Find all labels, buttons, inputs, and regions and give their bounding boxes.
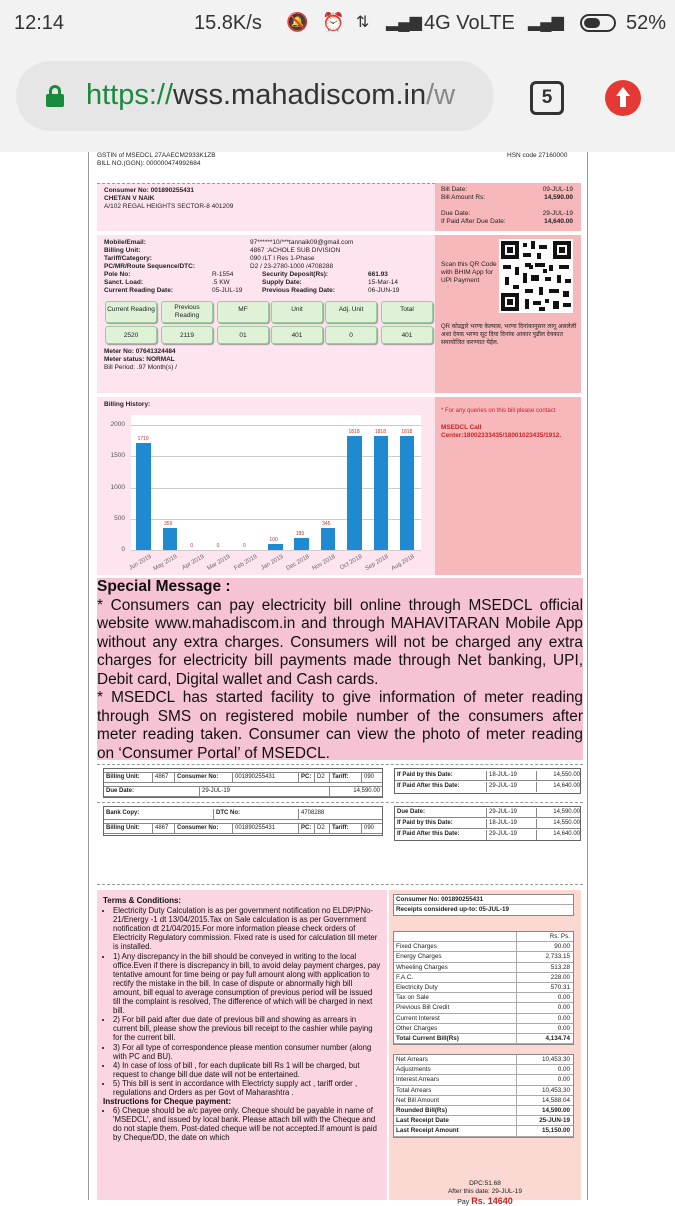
pc-value: D2: [315, 773, 330, 782]
charge-label: F.A.C.: [396, 973, 414, 981]
special-message-text: * MSEDCL has started facility to give information of meter reading through SMS on registered mobile number of the consumers after meter reading taken. Consumer can view the photo of meter reading on ‘Consumer Portal’ of MSEDCL.: [97, 689, 583, 762]
x-tick-label: Aug 2018: [390, 554, 417, 573]
x-tick-label: May 2019: [153, 554, 179, 573]
tariff-label: Tariff/Category:: [104, 255, 152, 262]
charge-value: 0.00: [557, 994, 570, 1002]
pole-value: R-1554: [212, 271, 234, 278]
charges-header-row: [394, 932, 573, 942]
charge-value: 10,453.30: [541, 1056, 570, 1063]
due-date-label: Due Date:: [441, 210, 471, 217]
bill-document: [88, 152, 588, 1206]
payment-stub-dates: [394, 768, 581, 794]
reading-header: Adj. Unit: [325, 301, 377, 323]
after-due-label: If Paid After Due Date:: [441, 218, 506, 225]
paid-by-label: If Paid by this Date:: [395, 771, 487, 780]
charge-label: Net Bill Amount: [396, 1096, 440, 1104]
consumer-value: 001890255431: [233, 824, 299, 833]
qr-code-icon: [499, 239, 573, 313]
query-box: [435, 397, 581, 575]
signal-icon: ▂▄▆: [528, 14, 564, 31]
special-message: [97, 578, 583, 760]
bill-amount-value: 14,590.00: [544, 194, 573, 201]
deposit-label: Security Deposit(Rs):: [262, 271, 329, 278]
charge-value: 4,134.74: [545, 1034, 570, 1042]
charge-row: [394, 963, 573, 973]
bar-value-label: 0: [190, 543, 194, 549]
charge-row: [394, 1034, 573, 1044]
reading-value: 0: [325, 326, 377, 344]
bank-copy-dates: [394, 806, 581, 841]
divider: [97, 802, 583, 803]
arrears-table: [393, 1054, 574, 1138]
chart-bar: [294, 538, 309, 550]
paid-by-date: 18-JUL-19: [487, 819, 537, 828]
charge-label: Electricity Duty: [396, 983, 438, 991]
charge-value: 0.00: [557, 1004, 570, 1012]
bar-value-label: 1719: [137, 435, 149, 442]
bill-summary-box: [435, 183, 581, 231]
bill-number: BILL NO.(GGN): 000000474992684: [97, 160, 201, 167]
charge-value: 513.28: [550, 963, 570, 971]
terms-item: • 3) For all type of correspondence please mention consumer number (along with PC and BU).: [113, 1043, 381, 1061]
route-label: PC/MR/Route Sequence/DTC:: [104, 263, 196, 270]
bar-value-label: 1818: [374, 429, 386, 436]
browser-toolbar: [0, 46, 675, 152]
toggle-icon: [580, 14, 616, 32]
after-date: After this date: 29-JUL-19: [447, 1188, 523, 1195]
consumer-label: Consumer No:: [175, 824, 233, 833]
alarm-icon: ⏰: [322, 12, 345, 32]
charge-row: [394, 942, 573, 952]
bar-value-label: 1818: [401, 429, 413, 436]
reading-header: Total: [381, 301, 433, 323]
tariff-value: 090: [364, 774, 375, 780]
charge-row: [394, 1065, 573, 1075]
meter-number: Meter No: 07641324484: [104, 348, 176, 355]
consumer-number: Consumer No: 001890255431: [104, 187, 194, 194]
charge-value: 0.00: [557, 1024, 570, 1032]
qr-instruction: Scan this QR Code with BHIM App for UPI Payment: [441, 261, 497, 284]
details-box: [97, 235, 435, 393]
charge-value: 90.00: [554, 943, 570, 951]
network-type: 4G VoLTE: [424, 12, 515, 34]
x-tick-label: Sep 2018: [364, 554, 390, 573]
network-speed: 15.8K/s: [194, 12, 262, 34]
billing-history-box: [97, 397, 435, 575]
bill-period: Bill Period: .97 Month(s) /: [104, 364, 177, 371]
due-amount: 14,590.00: [553, 809, 580, 815]
bar-value-label: 345: [322, 521, 331, 528]
data-arrows-icon: ⇅: [356, 14, 370, 31]
dtc-value: 4708288: [301, 810, 325, 816]
x-tick-label: Dec 2018: [285, 554, 311, 573]
bank-copy-label: Bank Copy:: [104, 809, 214, 819]
y-tick-label: 1000: [110, 483, 125, 491]
reading-value: 401: [381, 326, 433, 344]
supply-date-value: 15-Mar-14: [368, 279, 398, 286]
charge-value: 570.31: [550, 983, 570, 991]
bill-date-label: Bill Date:: [441, 186, 468, 193]
charge-label: Current Interest: [396, 1014, 440, 1022]
reading-header: MF: [217, 301, 269, 323]
bar-value-label: 0: [243, 543, 246, 549]
charge-label: Fixed Charges: [396, 943, 437, 951]
cheque-title: Instructions for Cheque payment:: [103, 1097, 232, 1107]
reading-value: 01: [217, 326, 269, 344]
paid-after-label: If Paid After this Date:: [395, 782, 487, 792]
charge-label: Wheeling Charges: [396, 963, 448, 971]
paid-by-amount: 14,550.00: [553, 820, 580, 826]
signal-icon: ▂▄▆: [386, 14, 422, 31]
pole-label: Pole No:: [104, 271, 131, 278]
x-tick-label: Apr 2019: [181, 554, 206, 572]
paid-by-amount: 14,550.00: [553, 772, 580, 778]
charge-row: [394, 973, 573, 983]
paid-after-date: 29-JUL-19: [487, 830, 537, 840]
charge-value: 228.00: [550, 973, 570, 981]
charge-row: [394, 1024, 573, 1034]
charge-value: 10,453.30: [541, 1086, 570, 1094]
charge-row: [394, 983, 573, 993]
billing-unit-label: Billing Unit:: [104, 824, 153, 833]
chart-title: Billing History:: [104, 401, 151, 408]
tariff-label: Tariff:: [330, 824, 362, 833]
supply-date-label: Supply Date:: [262, 279, 302, 286]
charges-table: [393, 931, 574, 1045]
divider: [97, 884, 583, 885]
terms-item: • 4) In case of loss of bill , for each duplicate bill Rs 1 will be charged, but request to change bill due date will not be entertained.: [113, 1061, 381, 1079]
bank-copy-stub: [103, 806, 383, 836]
charge-label: Previous Bill Credit: [396, 1004, 450, 1012]
terms-item: • 5) This bill is sent in accordance with Electricty supply act , tariff order , regulations and Orders as per Govt of Maharashtra .: [113, 1079, 381, 1097]
charge-row: [394, 1055, 573, 1065]
charge-value: 0.00: [557, 1014, 570, 1022]
billing-unit-value: 4867: [153, 773, 175, 782]
charge-row: [394, 993, 573, 1003]
chart-bar: [136, 443, 151, 550]
terms-and-conditions: [97, 890, 387, 1200]
tariff-value: 090 /LT I Res 1-Phase: [250, 255, 315, 262]
route-value: D2 / 23-2780-1000 /4708288: [250, 263, 334, 270]
charge-value: 0.00: [557, 1076, 570, 1084]
after-due-value: 14,640.00: [544, 218, 573, 225]
x-tick-label: Oct 2018: [339, 554, 364, 572]
cheque-item: • 6) Cheque should be a/c payee only. Cheque should be payable in name of 'MSEDCL', and issued by local bank. Please attach bill with the Cheque and do not staple them. Post-dated cheque will be not accepted.If amount is paid by Cheque/DD, the date on which: [113, 1106, 381, 1142]
consumer-address: A/102 REGAL HEIGHTS SECTOR-8 401209: [104, 203, 234, 210]
pc-label: PC:: [299, 824, 315, 833]
load-label: Sanct. Load:: [104, 279, 144, 286]
deposit-value: 661.93: [368, 271, 388, 278]
pc-value: D2: [315, 824, 330, 833]
charge-value: 2,733.15: [545, 953, 570, 961]
charge-label: Interest Arrears: [396, 1076, 440, 1084]
chart-bar: [163, 528, 178, 550]
address-bar[interactable]: [16, 61, 494, 131]
qr-box: [435, 235, 581, 393]
reading-header: Unit: [271, 301, 323, 323]
charge-label: Total Arrears: [396, 1086, 432, 1094]
charge-label: Tax on Sale: [396, 994, 429, 1002]
charge-label: Last Receipt Amount: [396, 1127, 459, 1135]
charge-row: [394, 1075, 573, 1085]
charge-value: 15,150.00: [541, 1127, 570, 1135]
y-tick-label: 0: [121, 546, 125, 553]
qr-marathi-note: QR कोडद्वारे भरणा केल्यास, भरणा दिनांकानुसार लागू असलेली अशा देयक भरणा सूट दिया दिनांक आकार पुढील देयकात समायोजित करण्यात येईल.: [441, 324, 577, 346]
current-reading-date-value: 05-JUL-19: [212, 287, 243, 294]
pay-label: Pay: [457, 1199, 470, 1206]
previous-reading-date-label: Previous Reading Date:: [262, 287, 335, 294]
charge-value: 0.00: [557, 1066, 570, 1074]
terms-item: • 2) For bill paid after due date of previous bill and showing as arrears in current bill, please show the previous bill receipt to the cashier while paying for the current bill.: [113, 1015, 381, 1042]
clock: 12:14: [14, 12, 65, 34]
charges-receipts: Receipts considered up-to: 05-JUL-19: [396, 906, 510, 914]
charge-row: [394, 1126, 573, 1136]
bar-value-label: 189: [295, 531, 305, 538]
charge-label: Energy Charges: [396, 953, 442, 961]
bar-value-label: 359: [163, 520, 173, 527]
pc-label: PC:: [299, 773, 315, 782]
charge-value: 14,588.04: [541, 1096, 570, 1104]
reading-value: 401: [271, 326, 323, 344]
cheque-list: [103, 1106, 381, 1142]
bar-value-label: 1818: [348, 429, 360, 436]
due-date-value: 29-JUL-19: [542, 210, 573, 217]
charge-row: [394, 1003, 573, 1013]
charge-label: Total Current Bill(Rs): [396, 1034, 459, 1042]
y-tick-label: 1500: [110, 452, 125, 460]
dpc: DPC:51.68: [469, 1180, 501, 1187]
due-date-value: 29-JUL-19: [487, 808, 537, 817]
charge-row: [394, 1096, 573, 1106]
consumer-name: CHETAN V NAIK: [104, 195, 155, 202]
bill-date-value: 09-JUL-19: [542, 186, 573, 193]
mobile-value: 97******10/***tannaik09@gmail.com: [250, 239, 354, 246]
meter-status: Meter status: NORMAL: [104, 356, 175, 363]
chart-bar: [374, 436, 389, 550]
amount-value: 14,590.00: [353, 788, 380, 794]
chart-bar: [321, 528, 336, 550]
charge-value: 14,590.00: [541, 1106, 570, 1114]
gstin: GSTIN of MSEDCL 27AAECM2933K1ZB: [97, 152, 216, 159]
charge-row: [394, 1106, 573, 1116]
charge-label: Last Receipt Date: [396, 1117, 449, 1125]
current-reading-date-label: Current Reading Date:: [104, 287, 173, 294]
consumer-value: 001890255431: [233, 773, 299, 782]
charge-row: [394, 1014, 573, 1024]
terms-title: Terms & Conditions:: [103, 896, 182, 905]
tariff-value: 090: [364, 825, 375, 831]
lock-icon: [46, 85, 64, 107]
reading-header: Current Reading: [105, 301, 157, 323]
special-message-title: Special Message :: [97, 578, 231, 595]
chart-bar: [400, 436, 415, 550]
paid-after-amount: 14,640.00: [553, 831, 580, 837]
billing-unit-value: 4867 :ACHOLE SUB DIVISION: [250, 247, 341, 254]
bar-value-label: 100: [269, 536, 278, 543]
gridline: [131, 425, 421, 426]
reading-value: 2520: [105, 326, 157, 344]
tab-switcher-button[interactable]: 5: [530, 81, 564, 115]
status-bar: [0, 0, 675, 46]
charge-row: [394, 952, 573, 962]
mobile-label: Mobile/Email:: [104, 239, 146, 246]
charge-label: Other Charges: [396, 1024, 438, 1032]
charges-panel: [389, 890, 581, 1206]
reading-value: 2119: [161, 326, 213, 344]
paid-by-label: If Paid by this Date:: [395, 819, 487, 828]
special-message-text: * Consumers can pay electricity bill online through MSEDCL official website www.mahadiscom.in and through MAHAVITARAN Mobile App without any extra charges. Consumers will not be charged any extra charges for electricity bill payments made through Net banking, UPI, Debit card, Digital wallet and Cash cards.: [97, 596, 583, 688]
due-date-label: Due Date:: [104, 787, 200, 796]
hsn-code: HSN code 27160000: [507, 152, 568, 159]
query-text: * For any queries on this bill please contact: [441, 408, 556, 414]
charge-label: Rounded Bill(Rs): [396, 1106, 448, 1114]
payment-stub: [103, 768, 383, 798]
chart-bar: [347, 436, 362, 550]
due-date-label: Due Date:: [395, 808, 487, 817]
x-tick-label: Nov 2018: [311, 554, 337, 573]
y-tick-label: 500: [114, 514, 125, 522]
charge-label: Net Arrears: [396, 1056, 428, 1063]
billing-chart: [110, 415, 421, 573]
call-center-number: MSEDCL Call Center:18002333435/18001023435/1912.: [441, 424, 562, 439]
billing-unit-label: Billing Unit:: [104, 773, 153, 782]
paid-after-label: If Paid After this Date:: [395, 830, 487, 840]
charges-consumer: Consumer No: 001890255431: [394, 895, 573, 905]
reading-header: Previous Reading: [161, 301, 213, 323]
billing-unit-label: Billing Unit:: [104, 247, 141, 254]
paid-after-date: 29-JUL-19: [487, 782, 537, 792]
terms-list: [103, 906, 381, 1097]
pay-amount: Rs. 14640: [471, 1196, 513, 1206]
mute-icon: 🔕: [286, 12, 309, 32]
charges-unit: Rs. Ps.: [549, 933, 570, 940]
bar-value-label: 0: [216, 543, 220, 549]
dtc-label: DTC No:: [214, 809, 299, 819]
consumer-box: [97, 183, 435, 231]
paid-by-date: 18-JUL-19: [487, 771, 537, 780]
battery-level: 52%: [626, 12, 667, 34]
billing-unit-value: 4867: [153, 824, 175, 833]
update-icon[interactable]: [605, 80, 641, 116]
charge-label: Adjustments: [396, 1066, 431, 1074]
x-tick-label: Jun 2019: [128, 554, 153, 572]
url-text[interactable]: https://wss.mahadiscom.in/w: [86, 79, 456, 111]
x-tick-label: Jan 2019: [259, 554, 285, 572]
load-value: .5 KW: [212, 279, 230, 286]
consumer-label: Consumer No:: [175, 773, 233, 782]
tariff-label: Tariff:: [330, 773, 362, 782]
paid-after-amount: 14,640.00: [553, 783, 580, 789]
charge-row: [394, 1116, 573, 1126]
charge-value: 25-JUN-19: [539, 1117, 570, 1125]
terms-item: • Electricity Duty Calculation is as per government notification no ELDP/PNo-21/Energy -1 dt 13/04/2015.Tax on Sale calculation is as per Government notification dt 21/04/2015.For more information please check orders of Electricity Regulatory commission. Fixed rate is used for calculation till meter is installed.: [113, 906, 381, 951]
chart-bar: [268, 544, 283, 550]
due-date-value: 29-JUL-19: [200, 787, 330, 796]
divider: [97, 764, 583, 765]
x-tick-label: Feb 2019: [232, 554, 258, 572]
terms-item: • 1) Any discrepancy in the bill should be conveyed in writing to the local office.Even if there is discrepancy in bill, to avoid delay payment charges, pay tentative amount for time being or pay full amount along with application to rectify the mistake in the bill. In case of dispute or abnormally high bill amount, bill equal to average consumption of previous period will be issued till the complaint is resolved, The difference of which will be charged in next bill.: [113, 952, 381, 1016]
x-tick-label: Mar 2019: [206, 554, 232, 572]
previous-reading-date-value: 06-JUN-19: [368, 287, 400, 294]
charges-header: [393, 894, 574, 916]
charge-row: [394, 1086, 573, 1096]
bill-amount-label: Bill Amount Rs:: [441, 194, 486, 201]
gridline: [131, 550, 421, 551]
y-tick-label: 2000: [110, 421, 125, 428]
